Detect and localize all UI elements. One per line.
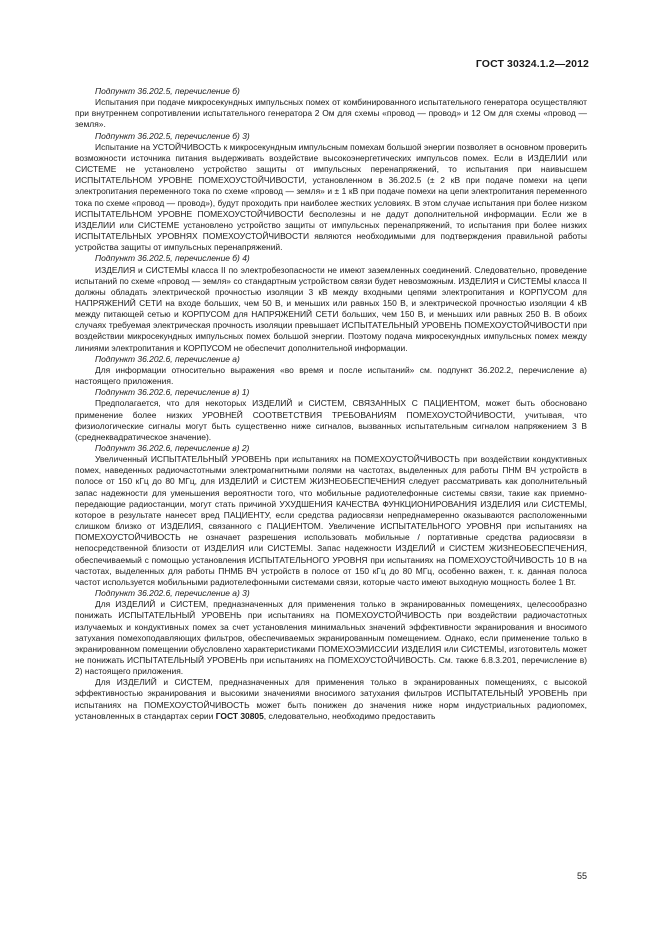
standard-reference: ГОСТ 30805 [215, 710, 264, 721]
paragraph: Для ИЗДЕЛИЙ и СИСТЕМ, предназначенных для применения только в экранированных помещениях, целесообразно понижать ИСПЫТАТЕЛЬНЫЙ УРОВЕНЬ при испытаниях на ПОМЕХОУСТОЙЧИВОСТЬ при воздействии радиочастотных излучаемых и кондуктивных помех за счет установления минимальных значений эффективности экранирования и вносимого затухания помехоподавляющих фильтров, обеспечиваемых экранированным помещением. Однако, если применение только в экранированном помещении обусловлено характеристиками ПОМЕХОЭМИССИИ ИЗДЕЛИЯ или СИСТЕМЫ, изготовитель может не понижать ИСПЫТАТЕЛЬНЫЙ УРОВЕНЬ при испытаниях на ПОМЕХОУСТОЙЧИВОСТЬ. См. также 6.8.3.201, перечисление в) 2) настоящего приложения. [75, 599, 587, 677]
paragraph: Испытания при подаче микросекундных импульсных помех от комбинированного испытательного генератора осуществляют при внутреннем сопротивлении испытательного генератора 2 Ом для схемы «провод — провод» и 12 Ом для схемы «провод — земля». [75, 97, 587, 130]
standard-designation: ГОСТ 30324.1.2—2012 [475, 58, 589, 70]
paragraph-tail: , следовательно, необходимо предоставить [263, 710, 436, 721]
subclause-ref: Подпункт 36.202.5, перечисление б) 3) [95, 130, 250, 141]
subclause-ref: Подпункт 36.202.5, перечисление б) [95, 86, 240, 96]
paragraph-text: Для ИЗДЕЛИЙ и СИСТЕМ, предназначенных для применения только в экранированных помещениях, с высокой эффективностью экранирования и высокими значениями вносимого затухания фильтров ИСПЫТАТЕЛЬНЫЙ УРОВЕНЬ при испытаниях на ПОМЕХОУСТОЙЧИВОСТЬ может быть понижен до значения ниже норм индустриальных радиопомех, установленных в стандартах серии [75, 677, 587, 721]
subclause-ref: Подпункт 36.202.6, перечисление а) 3) [95, 588, 250, 599]
subclause-ref: Подпункт 36.202.5, перечисление б) 4) [95, 253, 250, 264]
subclause-ref: Подпункт 36.202.6, перечисление а) [95, 353, 240, 364]
subclause-ref: Подпункт 36.202.6, перечисление в) 2) [95, 443, 250, 453]
paragraph: ИЗДЕЛИЯ и СИСТЕМЫ класса II по электробезопасности не имеют заземленных соединений. Следовательно, проведение испытаний по схеме «провод — земля» со стандартным устройством связи будет невозможным. ИЗДЕЛИЯ и СИСТЕМЫ класса II должны обладать электрической прочностью изоляции 3 кВ между входными цепями электропитания и КОРПУСОМ для НАПРЯЖЕНИЙ СЕТИ на входе больших, чем 50 В, и меньших или равных 150 В, и электрической прочностью изоляции 4 кВ между питающей сетью и КОРПУСОМ для НАПРЯЖЕНИЙ СЕТИ больших, чем 150 В, и меньших или равных 250 В. В обоих случаях требуемая электрическая прочность изоляции превышает ИСПЫТАТЕЛЬНЫЙ УРОВЕНЬ ПОМЕХОУСТОЙЧИВОСТИ при воздействии микросекундных импульсных помех большой энергии. Поэтому подача микросекундных импульсных помех между линиями электропитания и КОРПУСОМ не обеспечит дополнительной информации. [75, 264, 587, 353]
document-body [75, 86, 587, 722]
subclause-ref: Подпункт 36.202.6, перечисление в) 1) [95, 387, 250, 398]
paragraph: Предполагается, что для некоторых ИЗДЕЛИЙ и СИСТЕМ, СВЯЗАННЫХ С ПАЦИЕНТОМ, может быть обосновано применение более низких УРОВНЕЙ СООТВЕТСТВИЯ ТРЕБОВАНИЯМ ПОМЕХОУСТОЙЧИВОСТИ, учитывая, что физиологические сигналы могут быть существенно ниже сигналов, вызванных испытательным сигналом напряжением 3 В (среднеквадратическое значение). [75, 398, 587, 442]
paragraph: Испытание на УСТОЙЧИВОСТЬ к микросекундным импульсным помехам большой энергии позволяет в основном проверить возможности источника питания выдерживать воздействие высокоэнергетических импульсов помех. Если в ИЗДЕЛИИ или СИСТЕМЕ не установлено устройство защиты от импульсных перенапряжений, то испытания при наивысшем ИСПЫТАТЕЛЬНОМ УРОВНЕ ПОМЕХОУСТОЙЧИВОСТИ, установленном в 36.202.5 (± 2 кВ при подаче помехи на цепи электропитания переменного тока по схеме «провод — земля» и ± 1 кВ при подаче помехи на цепи электропитания переменного тока по схеме «провод — провод»), будут проходить при наиболее жестких условиях. В этом случае испытания при более низком ИСПЫТАТЕЛЬНОМ УРОВНЕ ПОМЕХОУСТОЙЧИВОСТИ бесполезны и не дадут дополнительной информации. Если же в ИЗДЕЛИИ или СИСТЕМЕ установлено устройство защиты от импульсных перенапряжений, то испытания при более низких ИСПЫТАТЕЛЬНЫХ УРОВНЯХ ПОМЕХОУСТОЙЧИВОСТИ являются необходимыми для подтверждения правильной работы устройства защиты от импульсных перенапряжений. [75, 141, 587, 253]
paragraph: Для информации относительно выражения «во время и после испытаний» см. подпункт 36.202.2, перечисление а) настоящего приложения. [75, 364, 587, 387]
paragraph: Увеличенный ИСПЫТАТЕЛЬНЫЙ УРОВЕНЬ при испытаниях на ПОМЕХОУСТОЙЧИВОСТЬ при воздействии кондуктивных помех, наведенных радиочастотными электромагнитными полями на частотах, выделенных для работы ПНМ ВЧ устройств в полосе от 150 кГц до 80 МГц, для ИЗДЕЛИЙ и СИСТЕМ ЖИЗНЕОБЕСПЕЧЕНИЯ следует рассматривать как дополнительный запас надежности для уменьшения вероятности того, что мобильные радиотелефонные системы связи, такие как приемно-передающие радиостанции, могут стать причиной УХУДШЕНИЯ КАЧЕСТВА ФУНКЦИОНИРОВАНИЯ ИЗДЕЛИЯ или СИСТЕМЫ, которое в результате нанесет вред ПАЦИЕНТУ, если средства радиосвязи непреднамеренно оказываются расположенными слишком близко от ИЗДЕЛИЯ, связанного с ПАЦИЕНТОМ. Увеличение ИСПЫТАТЕЛЬНОГО УРОВНЯ при испытаниях на ПОМЕХОУСТОЙЧИВОСТЬ не означает разрешения использовать мобильные / портативные средства радиосвязи в непосредственной близости от ИЗДЕЛИЯ или СИСТЕМЫ. Запас надежности ИЗДЕЛИЙ и СИСТЕМ ЖИЗНЕОБЕСПЕЧЕНИЯ, обеспечиваемый с помощью установления ИСПЫТАТЕЛЬНОГО УРОВНЯ при испытаниях на ПОМЕХОУСТОЙЧИВОСТЬ 10 В на частотах, выделенных для работы ПНМБ ВЧ устройств в полосе от 150 кГц до 80 МГц, особенно важен, т. к. данная полоса частот используется мобильными радиотелефонными системами связи, которые часто имеют выходную мощность более 1 Вт. [75, 454, 587, 587]
paragraph [75, 677, 587, 722]
page-number: 55 [576, 871, 587, 881]
